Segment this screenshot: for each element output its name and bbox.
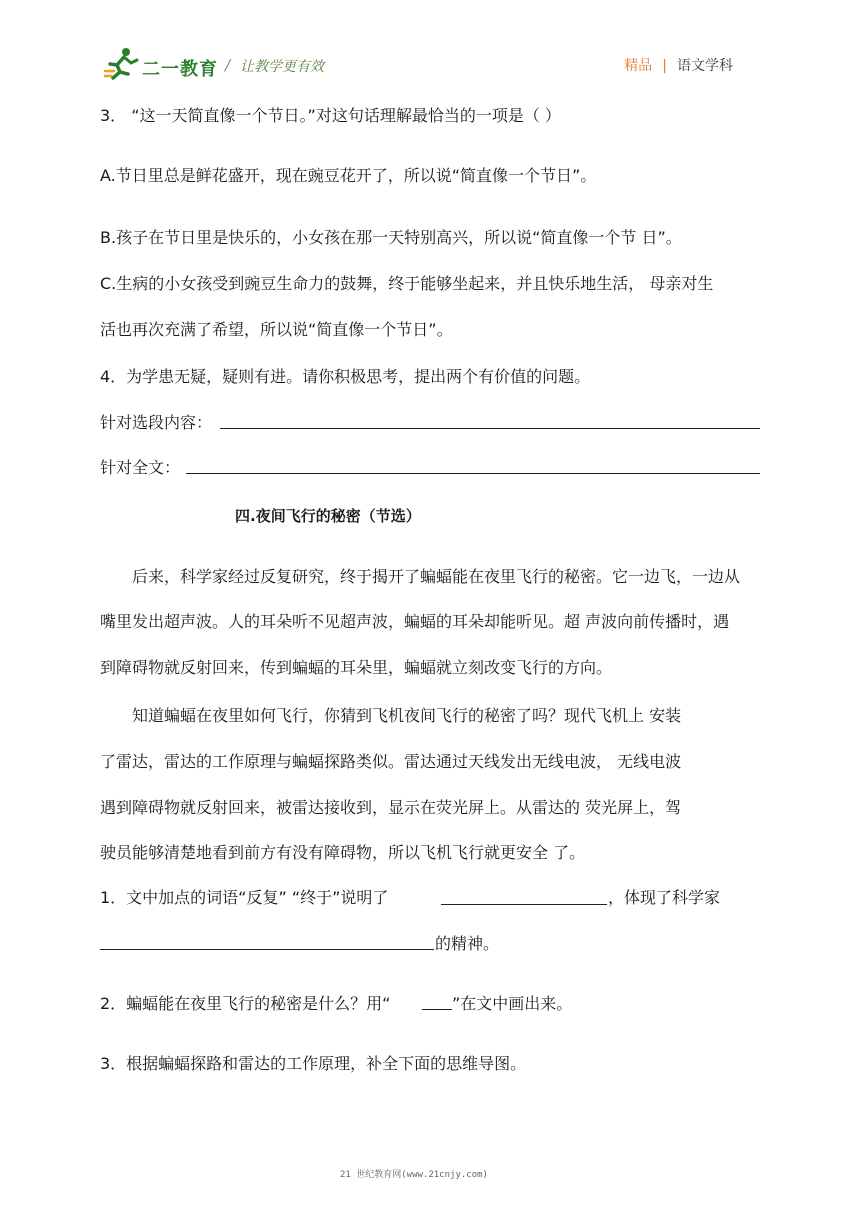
q1-answer-line-2[interactable] bbox=[100, 949, 434, 950]
runner-logo-icon bbox=[104, 47, 140, 81]
q1-text-part1: 1．文中加点的词语“反复” “终于”说明了 bbox=[100, 888, 389, 907]
passage-p2-line3: 遇到障碍物就反射回来，被雷达接收到，显示在荧光屏上。从雷达的 荧光屏上，驾 bbox=[100, 798, 682, 817]
passage-p2-line2: 了雷达，雷达的工作原理与蝙蝠探路类似。雷达通过天线发出无线电波， 无线电波 bbox=[100, 752, 682, 771]
brand-slogan: 让教学更有效 bbox=[240, 59, 324, 75]
option-a: A.节日里总是鲜花盛开，现在豌豆花开了，所以说“简直像一个节日”。 bbox=[100, 166, 597, 185]
q3-mindmap-instruction: 3．根据蝙蝠探路和雷达的工作原理，补全下面的思维导图。 bbox=[100, 1054, 527, 1073]
subject-label: 语文学科 bbox=[677, 58, 733, 74]
brand-name: 二一教育 bbox=[142, 59, 218, 80]
option-c-line2: 活也再次充满了希望，所以说“简直像一个节日”。 bbox=[100, 320, 453, 339]
q1-text-part3: 的精神。 bbox=[435, 934, 500, 953]
option-c-line1: C.生病的小女孩受到豌豆生命力的鼓舞，终于能够坐起来，并且快乐地生活， 母亲对生 bbox=[100, 274, 714, 293]
section-title: 四.夜间飞行的秘密（节选） bbox=[235, 507, 421, 525]
passage-p1-line1: 后来，科学家经过反复研究，终于揭开了蝙蝠能在夜里飞行的秘密。它一边飞，一边从 bbox=[132, 567, 741, 586]
q1-answer-line-1[interactable] bbox=[441, 904, 607, 905]
option-b: B.孩子在节日里是快乐的，小女孩在那一天特别高兴，所以说“简直像一个节 日”。 bbox=[100, 228, 682, 247]
q1-text-part2: ，体现了科学家 bbox=[608, 888, 721, 907]
q4-content-answer-line[interactable] bbox=[220, 428, 760, 429]
q2-underline-sample bbox=[422, 1009, 452, 1010]
quality-label: 精品 bbox=[624, 58, 653, 74]
page-footer: 21 世纪教育网(www.21cnjy.com) bbox=[340, 1170, 488, 1180]
q4-content-label: 针对选段内容： bbox=[100, 413, 213, 432]
passage-p2-line1: 知道蝙蝠在夜里如何飞行，你猜到飞机夜间飞行的秘密了吗？现代飞机上 安装 bbox=[132, 706, 682, 725]
header-subject bbox=[624, 55, 733, 75]
passage-p1-line3: 到障碍物就反射回来，传到蝙蝠的耳朵里，蝙蝠就立刻改变飞行的方向。 bbox=[100, 658, 613, 677]
q2-text-part2: ”在文中画出来。 bbox=[452, 994, 573, 1013]
passage-p1-line2: 嘴里发出超声波。人的耳朵听不见超声波，蝙蝠的耳朵却能听见。超 声波向前传播时，遇 bbox=[100, 612, 730, 631]
q4-fulltext-answer-line[interactable] bbox=[186, 473, 760, 474]
header-slash: / bbox=[225, 56, 231, 74]
passage-p2-line4: 驶员能够清楚地看到前方有没有障碍物，所以飞机飞行就更安全 了。 bbox=[100, 843, 586, 862]
header-divider: | bbox=[662, 58, 667, 74]
logo bbox=[104, 47, 334, 81]
question-3: 3． “这一天简直像一个节日。”对这句话理解最恰当的一项是（ ） bbox=[100, 106, 561, 125]
question-4: 4．为学患无疑，疑则有进。请你积极思考，提出两个有价值的问题。 bbox=[100, 367, 591, 386]
q2-text-part1: 2．蝙蝠能在夜里飞行的秘密是什么？用“ bbox=[100, 994, 391, 1013]
q4-fulltext-label: 针对全文： bbox=[100, 458, 181, 477]
